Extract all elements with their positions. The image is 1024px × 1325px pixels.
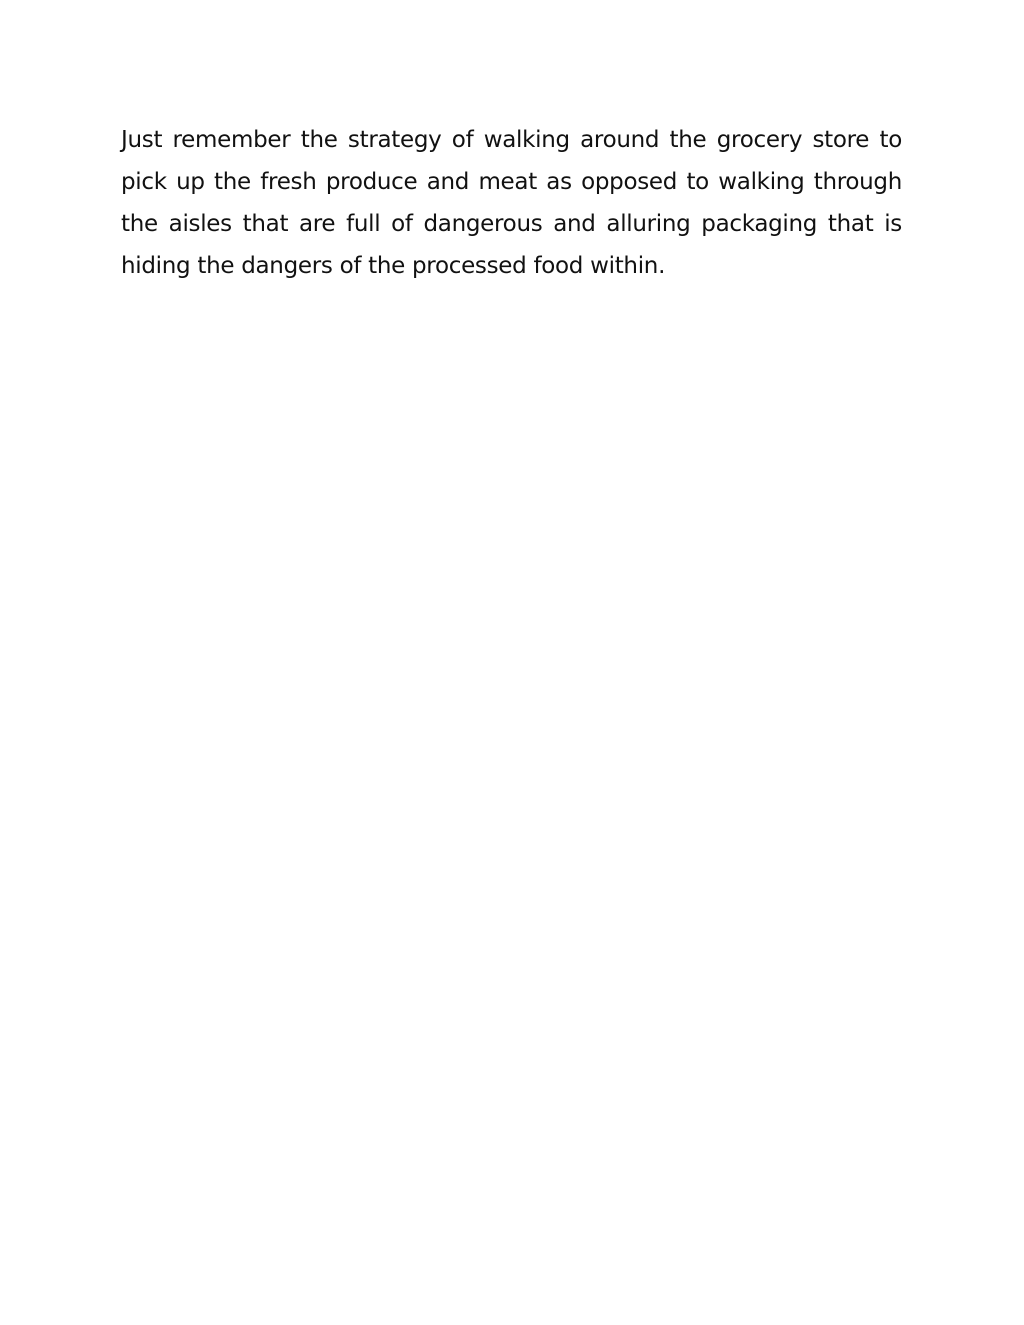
body-paragraph: Just remember the strategy of walking around the grocery store to pick up the fresh produce and meat as opposed to walking through the aisles that are full of dangerous and alluring packaging that is hiding the dangers of the processed food within. [121, 127, 902, 279]
